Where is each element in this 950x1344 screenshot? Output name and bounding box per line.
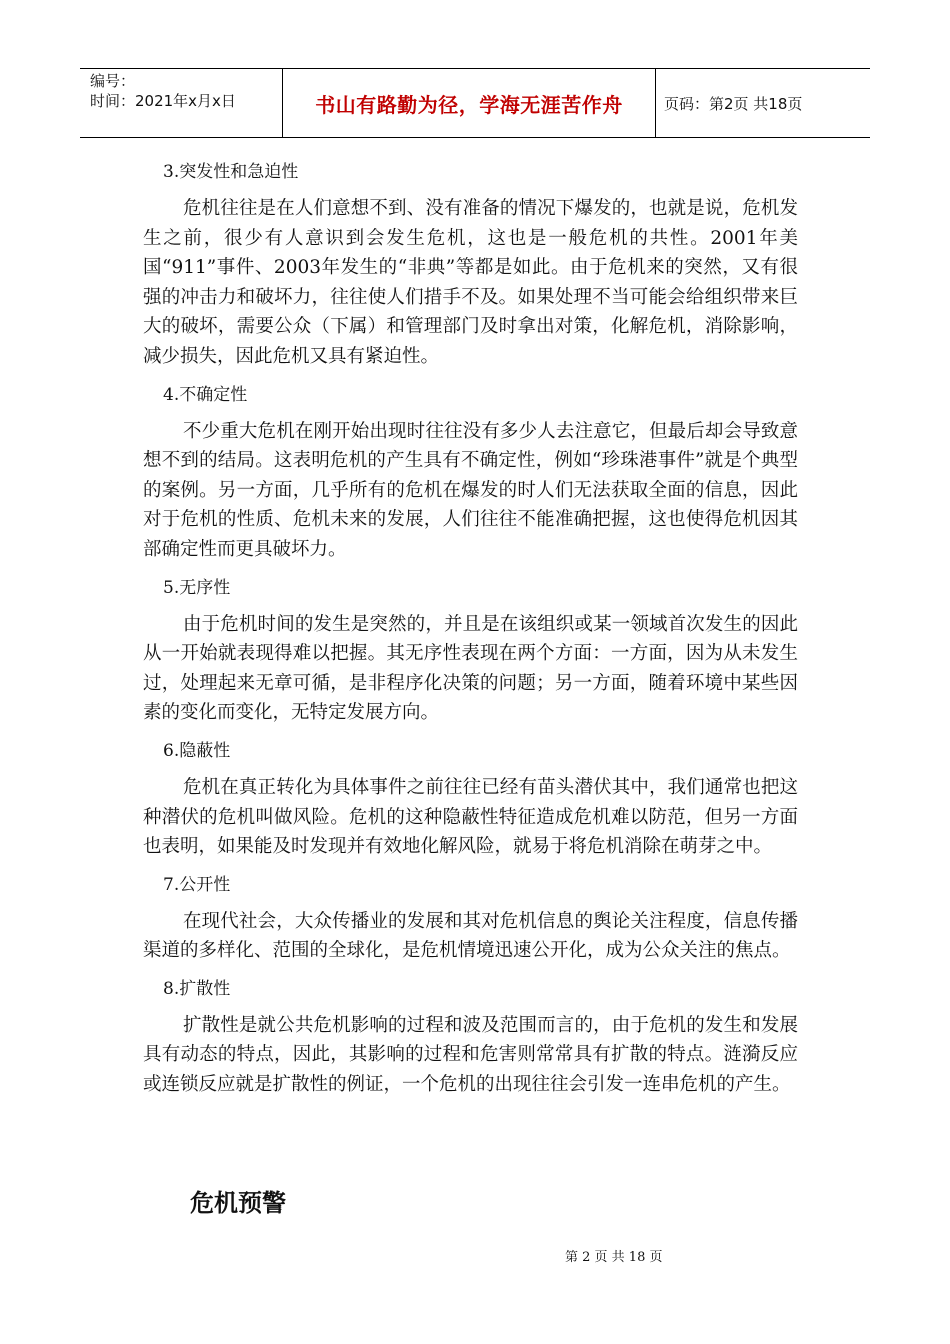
header-page-info: 页码：第2页 共18页 [664,94,803,113]
header-page-info-cell [656,69,870,137]
section-4 [143,380,798,565]
section-paragraph: 由于危机时间的发生是突然的，并且是在该组织或某一领域首次发生的因此从一开始就表现得难以把握。其无序性表现在两个方面：一方面，因为从未发生过，处理起来无章可循，是非程序化决策的问题；另一方面，随着环境中某些因素的变化而变化，无特定发展方向。 [143,613,798,724]
header-motto-cell [282,69,656,137]
header-meta [80,69,282,137]
section-8 [143,974,798,1100]
section-3 [143,157,798,372]
header-motto: 书山有路勤为径，学海无涯苦作舟 [315,92,623,117]
section-7 [143,870,798,966]
time-label: 时间：2021年x月x日 [90,92,236,110]
section-title: 7.公开性 [163,874,231,895]
section-title: 3.突发性和急迫性 [163,162,299,182]
section-paragraph: 不少重大危机在刚开始出现时往往没有多少人去注意它，但最后却会导致意想不到的结局。这表明危机的产生具有不确定性，例如“珍珠港事件”就是个典型的案例。另一方面，几乎所有的危机在爆发的时人们无法获取全面的信息，因此对于危机的性质、危机未来的发展，人们往往不能准确把握，这也使得危机因其部确定性而更具破坏力。 [143,420,798,560]
section-paragraph: 扩散性是就公共危机影响的过程和波及范围而言的，由于危机的发生和发展具有动态的特点，因此，其影响的过程和危害则常常具有扩散的特点。涟漪反应或连锁反应就是扩散性的例证，一个危机的出现往往会引发一连串危机的产生。 [143,1014,798,1096]
section-paragraph: 在现代社会，大众传播业的发展和其对危机信息的舆论关注程度，信息传播渠道的多样化、范围的全球化，是危机情境迅速公开化，成为公众关注的焦点。 [143,910,798,962]
page-header [80,68,870,138]
section-paragraph: 危机往往是在人们意想不到、没有准备的情况下爆发的，也就是说，危机发生之前，很少有人意识到会发生危机，这也是一般危机的共性。2001年美国“911”事件、2003年发生的“非典”等都是如此。由于危机来的突然，又有很强的冲击力和破坏力，往往使人们措手不及。如果处理不当可能会给组织带来巨大的破坏，需要公众（下属）和管理部门及时拿出对策，化解危机，消除影响，减少损失，因此危机又具有紧迫性。 [143,198,798,367]
code-label: 编号： [90,72,136,90]
section-title: 6.隐蔽性 [163,740,231,761]
page-footer: 第 2 页 共 18 页 [565,1250,663,1265]
section-title: 8.扩散性 [163,978,231,999]
section-title: 5.无序性 [163,577,231,598]
section-6 [143,736,798,862]
section-title: 4.不确定性 [163,384,248,405]
section-5 [143,573,798,728]
section-paragraph: 危机在真正转化为具体事件之前往往已经有苗头潜伏其中，我们通常也把这种潜伏的危机叫做风险。危机的这种隐蔽性特征造成危机难以防范，但另一方面也表明，如果能及时发现并有效地化解风险，就易于将危机消除在萌芽之中。 [143,776,798,858]
chapter-heading: 危机预警 [190,1189,286,1217]
document-body [143,157,798,1108]
